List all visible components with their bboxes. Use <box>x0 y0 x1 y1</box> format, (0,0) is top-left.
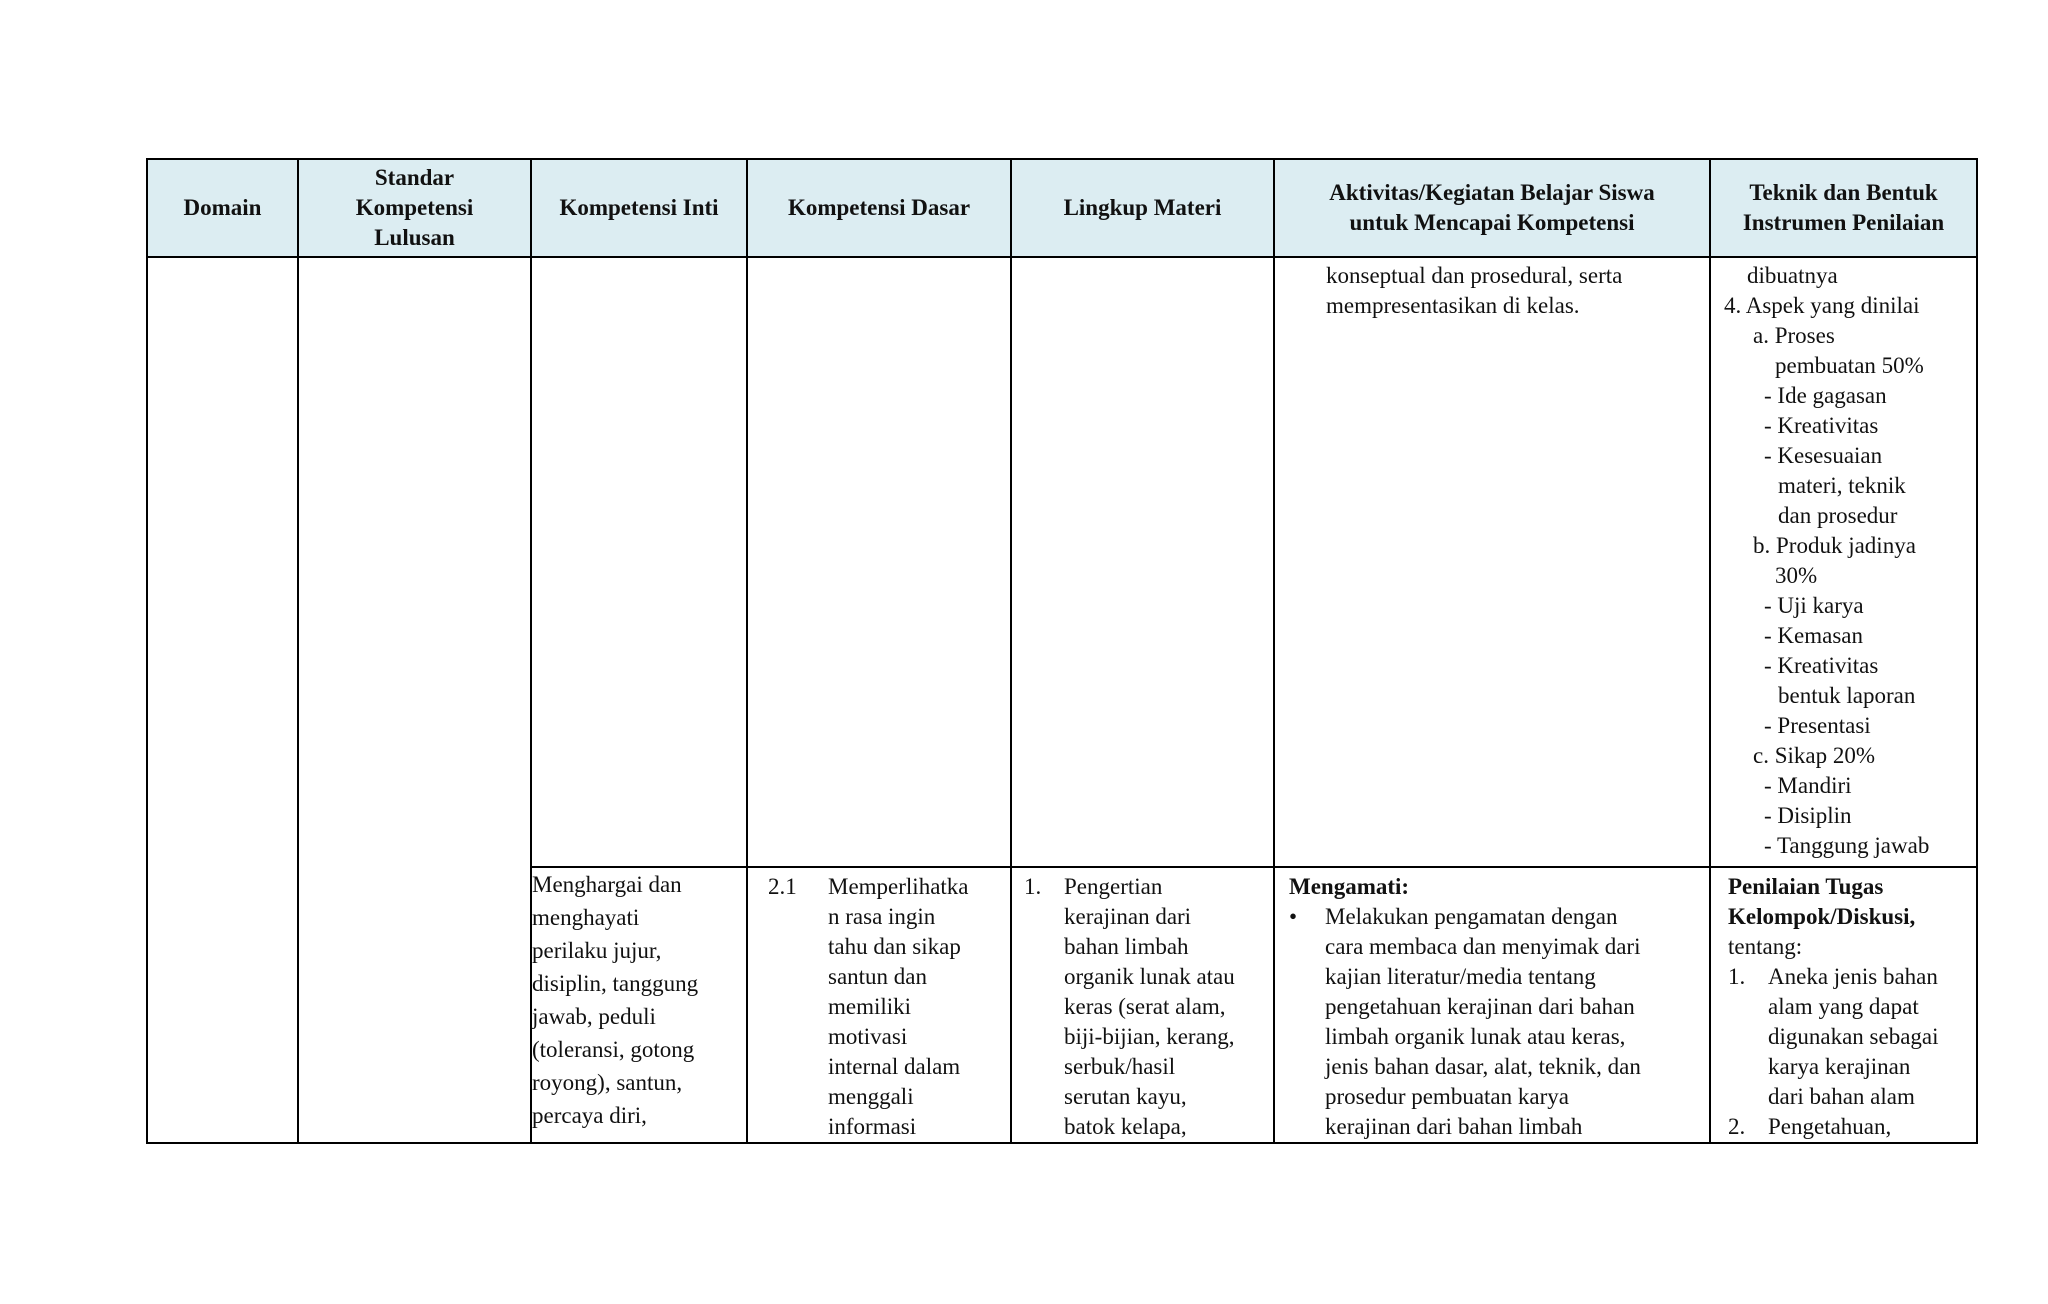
teknik-line: 30% <box>1775 563 1818 588</box>
teknik-line: karya kerajinan <box>1768 1054 1911 1079</box>
kd-line: Memperlihatka <box>828 874 969 899</box>
ki-line: menghayati <box>532 905 640 930</box>
header-row <box>147 159 1977 257</box>
teknik-line: - Disiplin <box>1764 803 1852 828</box>
teknik-line: a. Proses <box>1753 323 1835 348</box>
lm-line: Pengertian <box>1064 874 1163 899</box>
aktivitas-line: konseptual dan prosedural, serta <box>1326 263 1623 288</box>
silabus-table <box>146 158 1978 1144</box>
kd-line: menggali <box>828 1084 914 1109</box>
aktivitas-line: kerajinan dari bahan limbah <box>1325 1114 1583 1139</box>
teknik-line: Pengetahuan, <box>1768 1114 1892 1139</box>
teknik-line: dan prosedur <box>1778 503 1898 528</box>
penilaian-intro: tentang: <box>1728 934 1803 959</box>
ki-line: jawab, peduli <box>532 1004 656 1029</box>
aktivitas-line: pengetahuan kerajinan dari bahan <box>1325 994 1635 1019</box>
header-kompetensi-dasar: Kompetensi Dasar <box>747 159 1011 257</box>
lm-cell-empty <box>1011 257 1274 867</box>
teknik-line: dibuatnya <box>1747 263 1838 288</box>
teknik-line: b. Produk jadinya <box>1753 533 1916 558</box>
lm-line: serutan kayu, <box>1064 1084 1187 1109</box>
kd-line: informasi <box>828 1114 917 1139</box>
teknik-line: alam yang dapat <box>1768 994 1919 1019</box>
ki-line: perilaku jujur, <box>532 938 662 963</box>
teknik-line: - Kreativitas <box>1764 653 1879 678</box>
kompetensi-dasar-cell <box>747 867 1011 1143</box>
aktivitas-line: limbah organik lunak atau keras, <box>1325 1024 1626 1049</box>
aktivitas-line: cara membaca dan menyimak dari <box>1325 934 1641 959</box>
bullet-icon: • <box>1289 904 1298 929</box>
teknik-cell <box>1710 257 1977 867</box>
teknik-line: c. Sikap 20% <box>1753 743 1876 768</box>
lm-line: batok kelapa, <box>1064 1114 1187 1139</box>
aktivitas-line: kajian literatur/media tentang <box>1325 964 1596 989</box>
lm-line: kerajinan dari <box>1064 904 1192 929</box>
lm-line: bahan limbah <box>1064 934 1189 959</box>
header-kompetensi-inti: Kompetensi Inti <box>531 159 747 257</box>
lm-line: organik lunak atau <box>1064 964 1235 989</box>
teknik-line: dari bahan alam <box>1768 1084 1915 1109</box>
ki-line: disiplin, tanggung <box>532 971 699 996</box>
aktivitas-line: Melakukan pengamatan dengan <box>1325 904 1618 929</box>
mengamati-heading: Mengamati: <box>1289 874 1410 899</box>
aktivitas-cell <box>1274 867 1710 1143</box>
teknik-line: - Mandiri <box>1764 773 1852 798</box>
kd-line: motivasi <box>828 1024 908 1049</box>
kd-number: 2.1 <box>768 874 797 899</box>
teknik-line: Aneka jenis bahan <box>1768 964 1938 989</box>
teknik-line: - Presentasi <box>1764 713 1871 738</box>
kd-line: memiliki <box>828 994 912 1019</box>
teknik-line: - Uji karya <box>1764 593 1864 618</box>
header-aktivitas: Aktivitas/Kegiatan Belajar Siswa untuk Mencapai Kompetensi <box>1274 159 1710 257</box>
teknik-line: - Ide gagasan <box>1764 383 1887 408</box>
ki-line: royong), santun, <box>532 1070 683 1095</box>
kd-line: internal dalam <box>828 1054 961 1079</box>
ki-line: (toleransi, gotong <box>532 1037 695 1062</box>
header-skl: Standar Kompetensi Lulusan <box>298 159 531 257</box>
teknik-line: pembuatan 50% <box>1775 353 1924 378</box>
lm-line: keras (serat alam, <box>1064 994 1226 1019</box>
skl-cell <box>298 257 531 1143</box>
teknik-line: bentuk laporan <box>1778 683 1916 708</box>
teknik-line: - Tanggung jawab <box>1764 833 1930 858</box>
aktivitas-cell <box>1274 257 1710 867</box>
header-lingkup-materi: Lingkup Materi <box>1011 159 1274 257</box>
table-row <box>147 257 1977 867</box>
teknik-line: - Kemasan <box>1764 623 1863 648</box>
kd-line: n rasa ingin <box>828 904 936 929</box>
header-domain: Domain <box>147 159 298 257</box>
teknik-line: digunakan sebagai <box>1768 1024 1939 1049</box>
header-teknik: Teknik dan Bentuk Instrumen Penilaian <box>1710 159 1977 257</box>
kd-line: santun dan <box>828 964 928 989</box>
kompetensi-inti-cell <box>531 867 747 1143</box>
lm-number: 1. <box>1024 874 1042 899</box>
kd-line: tahu dan sikap <box>828 934 961 959</box>
ki-line: Menghargai dan <box>532 872 682 897</box>
teknik-line: 4. Aspek yang dinilai <box>1724 293 1920 318</box>
ki-cell-empty <box>531 257 747 867</box>
kd-cell-empty <box>747 257 1011 867</box>
teknik-line: - Kreativitas <box>1764 413 1879 438</box>
aktivitas-line: mempresentasikan di kelas. <box>1326 293 1580 318</box>
aktivitas-line: jenis bahan dasar, alat, teknik, dan <box>1325 1054 1641 1079</box>
lm-line: serbuk/hasil <box>1064 1054 1176 1079</box>
lingkup-materi-cell <box>1011 867 1274 1143</box>
aktivitas-line: prosedur pembuatan karya <box>1325 1084 1569 1109</box>
penilaian-heading: Kelompok/Diskusi, <box>1728 904 1916 929</box>
list-number: 1. <box>1728 964 1746 989</box>
teknik-line: materi, teknik <box>1778 473 1906 498</box>
list-number: 2. <box>1728 1114 1746 1139</box>
ki-line: percaya diri, <box>532 1103 647 1128</box>
teknik-cell <box>1710 867 1977 1143</box>
domain-cell <box>147 257 298 1143</box>
lm-line: biji-bijian, kerang, <box>1064 1024 1235 1049</box>
teknik-line: - Kesesuaian <box>1764 443 1883 468</box>
penilaian-heading: Penilaian Tugas <box>1728 874 1884 899</box>
